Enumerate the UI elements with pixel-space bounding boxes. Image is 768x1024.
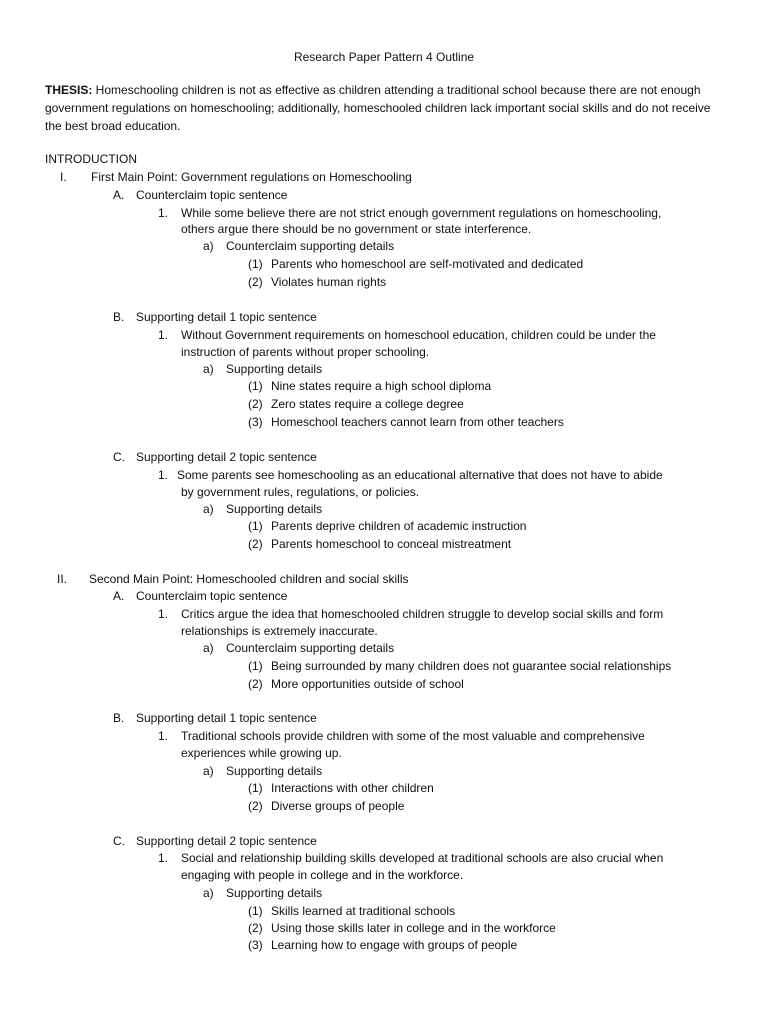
p2-c-d3-label: (3): [248, 938, 263, 952]
main-point-1-text: First Main Point: Government regulations on Homeschooling: [91, 170, 412, 184]
p1-b-label: B.: [113, 310, 125, 324]
p1-a-topic: Counterclaim topic sentence: [136, 188, 288, 202]
p1-c-topic: Supporting detail 2 topic sentence: [136, 450, 317, 464]
p1-b-topic: Supporting detail 1 topic sentence: [136, 310, 317, 324]
p2-c-d3-text: Learning how to engage with groups of people: [271, 938, 518, 952]
p2-a-d1-text: Being surrounded by many children does not guarantee social relationships: [271, 659, 672, 673]
p2-a-1-line2: relationships is extremely inaccurate.: [181, 624, 378, 638]
p1-a-d2-text: Violates human rights: [271, 275, 387, 289]
p2-b-d1-label: (1): [248, 781, 263, 795]
p2-c-d2-label: (2): [248, 921, 263, 935]
p2-a-1-label: 1.: [158, 607, 169, 621]
introduction-heading: INTRODUCTION: [45, 152, 137, 166]
p2-b-d2-text: Diverse groups of people: [271, 799, 405, 813]
p1-a-d1-label: (1): [248, 257, 263, 271]
p1-c-d2-label: (2): [248, 537, 263, 551]
p1-b-1-label: 1.: [158, 328, 169, 342]
p1-a-sub-text: Counterclaim supporting details: [226, 239, 395, 253]
p2-c-sub-text: Supporting details: [226, 886, 323, 900]
p2-c-d1-text: Skills learned at traditional schools: [271, 904, 456, 918]
document-title: Research Paper Pattern 4 Outline: [293, 50, 475, 64]
p1-b-d1-text: Nine states require a high school diploma: [271, 379, 492, 393]
p1-c-label: C.: [113, 450, 125, 464]
p2-c-1-line1: Social and relationship building skills developed at traditional schools are also crucial when: [181, 851, 664, 865]
p2-b-sub-text: Supporting details: [226, 764, 323, 778]
p1-a-sub-label: a): [203, 239, 214, 253]
p1-b-1-line1: Without Government requirements on homeschool education, children could be under the: [181, 328, 656, 342]
p2-c-sub-label: a): [203, 886, 214, 900]
p2-a-label: A.: [113, 589, 125, 603]
thesis-label: THESIS:: [45, 83, 93, 97]
p1-b-d3-label: (3): [248, 415, 263, 429]
p1-a-d2-label: (2): [248, 275, 263, 289]
p2-a-sub-text: Counterclaim supporting details: [226, 641, 395, 655]
p2-b-label: B.: [113, 711, 125, 725]
p2-a-1-line1: Critics argue the idea that homeschooled children struggle to develop social skills and form: [181, 607, 664, 621]
main-point-2-text: Second Main Point: Homeschooled children and social skills: [89, 572, 409, 586]
p2-a-d2-text: More opportunities outside of school: [271, 677, 464, 691]
p1-c-sub-label: a): [203, 502, 214, 516]
p2-c-d2-text: Using those skills later in college and in the workforce: [271, 921, 556, 935]
p1-c-1-line1: Some parents see homeschooling as an educational alternative that does not have to abide: [177, 468, 663, 482]
p2-a-d2-label: (2): [248, 677, 263, 691]
p1-c-sub-text: Supporting details: [226, 502, 323, 516]
p2-a-sub-label: a): [203, 641, 214, 655]
p2-b-d1-text: Interactions with other children: [271, 781, 434, 795]
p2-b-1-label: 1.: [158, 729, 169, 743]
p2-c-d1-label: (1): [248, 904, 263, 918]
p1-b-d1-label: (1): [248, 379, 263, 393]
p1-c-1-label: 1.: [158, 468, 169, 482]
p2-c-1-line2: engaging with people in college and in the workforce.: [181, 868, 464, 882]
p2-c-1-label: 1.: [158, 851, 169, 865]
p1-b-1-line2: instruction of parents without proper schooling.: [181, 345, 430, 359]
main-point-2-number: II.: [57, 572, 68, 586]
p1-a-d1-text: Parents who homeschool are self-motivated and dedicated: [271, 257, 584, 271]
p1-c-d2-text: Parents homeschool to conceal mistreatment: [271, 537, 512, 551]
p2-c-label: C.: [113, 834, 125, 848]
p2-b-sub-label: a): [203, 764, 214, 778]
p1-c-d1-text: Parents deprive children of academic instruction: [271, 519, 527, 533]
p1-b-d2-text: Zero states require a college degree: [271, 397, 464, 411]
p1-a-1-line1: While some believe there are not strict enough government regulations on homeschooling,: [181, 206, 662, 220]
p1-b-d2-label: (2): [248, 397, 263, 411]
p1-a-1-label: 1.: [158, 206, 169, 220]
p2-c-topic: Supporting detail 2 topic sentence: [136, 834, 317, 848]
p1-b-d3-text: Homeschool teachers cannot learn from other teachers: [271, 415, 564, 429]
p2-b-1-line2: experiences while growing up.: [181, 746, 342, 760]
p1-b-sub-label: a): [203, 362, 214, 376]
p1-c-d1-label: (1): [248, 519, 263, 533]
p2-b-topic: Supporting detail 1 topic sentence: [136, 711, 317, 725]
p1-a-label: A.: [113, 188, 125, 202]
main-point-1-number: I.: [60, 170, 67, 184]
p1-a-1-line2: others argue there should be no government or state interference.: [181, 222, 532, 236]
p1-b-sub-text: Supporting details: [226, 362, 323, 376]
thesis-paragraph: [45, 81, 727, 135]
p2-b-1-line1: Traditional schools provide children with some of the most valuable and comprehensive: [181, 729, 645, 743]
p2-b-d2-label: (2): [248, 799, 263, 813]
thesis-text: Homeschooling children is not as effective as children attending a traditional school because there are not enough government regulations on homeschooling; additionally, homeschooled children lack important social skills and do not receive the best broad education.: [45, 83, 711, 133]
p1-c-1-line2: by government rules, regulations, or policies.: [181, 485, 420, 499]
p2-a-topic: Counterclaim topic sentence: [136, 589, 288, 603]
p2-a-d1-label: (1): [248, 659, 263, 673]
